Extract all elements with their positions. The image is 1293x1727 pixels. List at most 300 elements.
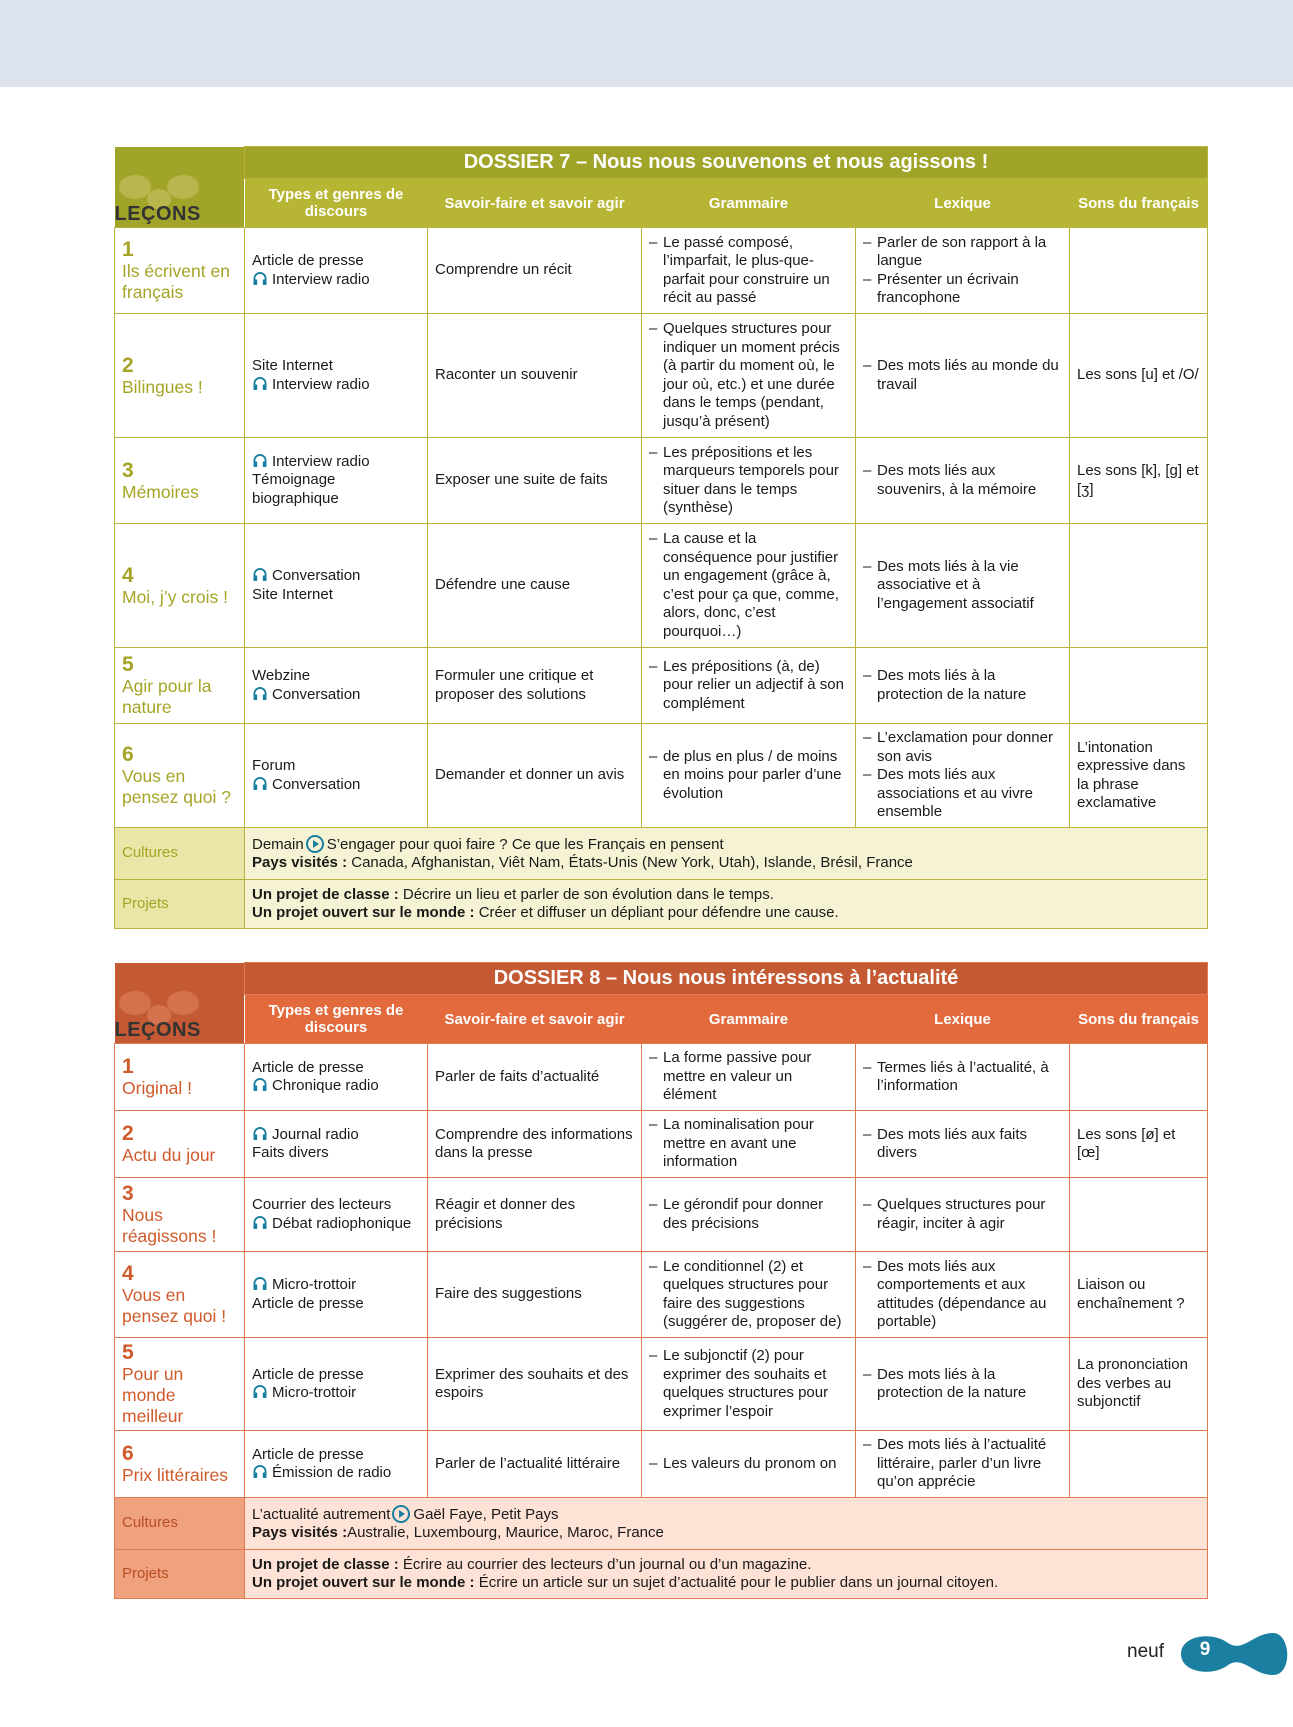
dash-marker: – [863,1257,872,1275]
headphones-icon [252,687,268,700]
lecons-header [115,963,245,1044]
sons-cell: Les sons [k], [g] et [ʒ] [1070,438,1208,524]
cultures-label: Cultures [115,828,245,880]
dossier-8-table [114,962,1208,1599]
play-video-icon [392,1505,410,1523]
lexicon-item [863,729,1062,766]
dash-marker: – [649,1347,658,1364]
lexicon-item [863,234,1062,271]
dash-marker: – [863,462,872,479]
discourse-type-text: Émission de radio [272,1464,392,1481]
class-project-text: Décrire un lieu et parler de son évolution dans le temps. [398,885,774,903]
grammar-item [649,1116,848,1172]
lecons-label: LEÇONS [114,1018,201,1041]
types-cell [245,724,428,828]
types-cell [245,1252,428,1338]
headphones-icon [252,1127,268,1140]
headphones-icon [252,272,268,285]
lexicon-item [863,1258,1062,1332]
discourse-type-text: Interview radio [272,375,370,393]
cultures-row [115,828,1208,880]
lesson-title: Moi, j’y crois ! [122,586,228,607]
grammar-text: Quelques structures pour indiquer un moment précis (à partir du moment où, le jour où, etc.) et une durée dans le temps (pendant, jusqu’à présent) [663,320,840,430]
sons-cell: Les sons [ø] et [œ] [1070,1111,1208,1178]
lesson-title: Actu du jour [122,1145,216,1165]
dash-marker: – [863,270,872,288]
top-band [0,0,1293,87]
projets-content [245,880,1208,929]
grammaire-cell [642,1111,856,1178]
lexicon-text: Des mots liés aux associations et au vivre ensemble [877,766,1033,821]
grammar-item [649,444,848,518]
lesson-row [115,1431,1208,1498]
grammaire-cell [642,1252,856,1338]
cultures-source: Demain [252,835,304,853]
page-number: 9 [1199,1639,1211,1660]
grammar-item [649,1196,848,1233]
savoir-faire-cell: Exposer une suite de faits [428,438,642,524]
grammar-item [649,1455,848,1474]
savoir-faire-cell: Parler de faits d’actualité [428,1044,642,1111]
savoir-faire-cell: Formuler une critique et proposer des solutions [428,648,642,724]
types-cell [245,1111,428,1178]
lecons-header [115,147,245,228]
lexique-cell [856,438,1070,524]
discourse-type-text: Journal radio [272,1125,359,1143]
grammaire-cell [642,1431,856,1498]
grammaire-cell [642,724,856,828]
countries-list: Canada, Afghanistan, Viêt Nam, États-Unis (New York, Utah), Islande, Brésil, France [347,854,913,871]
types-cell [245,438,428,524]
cultures-source: L’actualité autrement [252,1505,391,1523]
sons-cell [1070,1178,1208,1252]
discourse-type [252,1464,420,1483]
lesson-number: 2 [122,1122,134,1145]
world-project-text: Écrire un article sur un sujet d’actualité pour le publier dans un journal citoyen. [474,1574,999,1591]
lexicon-text: Des mots liés à l’actualité littéraire, parler d’un livre qu’on apprécie [877,1436,1047,1491]
discourse-type-text: Article de presse [252,1058,364,1076]
discourse-type [252,1384,420,1403]
lesson-cell [115,228,245,314]
grammaire-cell [642,524,856,648]
grammaire-cell [642,1044,856,1111]
discourse-type-text: Interview radio [272,270,370,288]
discourse-type-text: Site Internet [252,585,333,603]
discourse-type [252,776,420,795]
lexique-cell [856,648,1070,724]
lesson-number: 2 [122,353,134,377]
grammar-item [649,234,848,308]
discourse-type-text: Webzine [252,667,311,684]
dossier-8 [114,962,1207,1599]
lesson-row [115,724,1208,828]
grammar-text: Les valeurs du pronom on [663,1454,837,1472]
lesson-cell [115,1252,245,1338]
grammar-item [649,1258,848,1332]
lexique-cell [856,1338,1070,1431]
lexicon-item [863,667,1062,704]
grammar-text: Les prépositions (à, de) pour relier un adjectif à son complément [663,657,844,712]
grammaire-cell [642,228,856,314]
dash-marker: – [649,1049,658,1067]
discourse-type-text: Conversation [272,685,361,703]
lesson-cell [115,1178,245,1252]
discourse-type [252,271,420,290]
lexicon-item [863,1196,1062,1233]
lexicon-text: Des mots liés aux comportements et aux attitudes (dépendance au portable) [877,1257,1047,1330]
discourse-type [252,567,420,586]
lexique-cell [856,228,1070,314]
lecons-label: LEÇONS [114,202,201,225]
headphones-icon [252,777,268,790]
dash-marker: – [649,657,658,675]
dash-marker: – [649,233,658,251]
lexique-cell [856,524,1070,648]
lexicon-text: Présenter un écrivain francophone [877,270,1019,306]
grammar-text: Le subjonctif (2) pour exprimer des souhaits et quelques structures pour exprimer l’espoir [663,1347,829,1420]
discourse-type-text: Chronique radio [272,1077,379,1094]
dash-marker: – [649,530,658,547]
discourse-type-text: Conversation [272,775,361,793]
projets-label: Projets [115,880,245,929]
discourse-type [252,376,420,395]
dash-marker: – [863,766,872,784]
lesson-cell [115,1431,245,1498]
savoir-faire-cell: Comprendre des informations dans la presse [428,1111,642,1178]
page-footer [993,1625,1293,1685]
dash-marker: – [863,729,872,747]
lesson-number: 6 [122,743,134,766]
lesson-row [115,314,1208,438]
grammar-text: de plus en plus / de moins en moins pour parler d’une évolution [663,747,842,802]
headphones-icon [252,1465,268,1478]
savoir-faire-cell: Parler de l’actualité littéraire [428,1431,642,1498]
lexicon-text: Parler de son rapport à la langue [877,233,1047,269]
lesson-title: Nous réagissons ! [122,1205,217,1246]
sons-cell [1070,524,1208,648]
lesson-cell [115,314,245,438]
lesson-number: 5 [122,1341,134,1364]
column-header: Types et genres de discours [245,995,428,1044]
lexique-cell [856,1044,1070,1111]
lesson-cell [115,1338,245,1431]
grammar-item [649,748,848,804]
lesson-row [115,438,1208,524]
lesson-number: 6 [122,1442,134,1465]
headphones-icon [252,377,268,390]
lesson-title: Bilingues ! [122,376,203,397]
discourse-type-text: Conversation [272,567,361,584]
lesson-title: Original ! [122,1078,193,1098]
lexique-cell [856,1431,1070,1498]
headphones-icon [252,1277,268,1290]
savoir-faire-cell: Raconter un souvenir [428,314,642,438]
lexique-cell [856,1178,1070,1252]
grammar-text: Le conditionnel (2) et quelques structures pour faire des suggestions (suggérer de, proposer de) [663,1257,842,1330]
discourse-type-text: Article de presse [252,252,364,269]
discourse-type [252,252,420,271]
discourse-type-text: Interview radio [272,452,370,470]
lesson-number: 1 [122,1055,134,1078]
page-word: neuf [1127,1641,1164,1662]
dash-marker: – [863,667,872,684]
grammar-item [649,658,848,714]
lexicon-text: Des mots liés à la protection de la nature [877,667,1027,703]
discourse-type [252,1276,420,1295]
discourse-type-text: Article de presse [252,1294,364,1312]
lesson-cell [115,724,245,828]
lexicon-text: Des mots liés à la vie associative et à l’engagement associatif [877,557,1034,612]
headphones-icon [252,454,268,467]
lesson-cell [115,1044,245,1111]
discourse-type-text: Article de presse [252,1365,364,1383]
lexicon-text: Des mots liés aux souvenirs, à la mémoire [877,462,1037,498]
lesson-row [115,1252,1208,1338]
lesson-title: Ils écrivent en français [122,261,230,302]
column-header: Sons du français [1070,995,1208,1044]
grammar-text: Le gérondif pour donner des précisions [663,1196,824,1232]
dossier-7-table [114,146,1208,929]
sons-cell [1070,1044,1208,1111]
discourse-type [252,1059,420,1078]
class-project-key: Un projet de classe : [252,885,399,903]
discourse-type [252,1144,420,1163]
grammar-item [649,1347,848,1421]
discourse-type-text: Témoignage biographique [252,471,339,507]
types-cell [245,648,428,724]
world-project-key: Un projet ouvert sur le monde : [252,904,475,921]
cultures-row [115,1498,1208,1550]
discourse-type [252,357,420,376]
sons-cell: L’intonation expressive dans la phrase exclamative [1070,724,1208,828]
discourse-type-text: Courrier des lecteurs [252,1196,392,1213]
types-cell [245,1044,428,1111]
dash-marker: – [649,1257,658,1275]
headphones-icon [252,1078,268,1091]
sons-cell [1070,1431,1208,1498]
world-project-key: Un projet ouvert sur le monde : [252,1574,475,1591]
lesson-title: Vous en pensez quoi ! [122,1285,227,1326]
dash-marker: – [649,320,658,337]
lesson-number: 1 [122,238,134,261]
dash-marker: – [649,1196,658,1213]
dash-marker: – [863,557,872,575]
column-header: Sons du français [1070,179,1208,228]
types-cell [245,1178,428,1252]
lexique-cell [856,1111,1070,1178]
types-cell [245,524,428,648]
types-cell [245,228,428,314]
grammaire-cell [642,648,856,724]
cultures-topic: Gaël Faye, Petit Pays [413,1505,559,1523]
column-header: Lexique [856,995,1070,1044]
lesson-title: Vous en pensez quoi ? [122,766,231,807]
lexicon-text: Quelques structures pour réagir, inciter à agir [877,1196,1046,1232]
savoir-faire-cell: Comprendre un récit [428,228,642,314]
grammar-text: La nominalisation pour mettre en avant une information [663,1116,814,1171]
lesson-number: 4 [122,563,134,587]
lesson-cell [115,1111,245,1178]
grammar-text: Le passé composé, l’imparfait, le plus-que-parfait pour construire un récit au passé [663,233,830,306]
types-cell [245,1338,428,1431]
dash-marker: – [863,1125,872,1143]
grammaire-cell [642,1338,856,1431]
lexicon-item [863,1436,1062,1492]
lexique-cell [856,1252,1070,1338]
discourse-type [252,1295,420,1314]
dash-marker: – [863,1436,872,1454]
countries-list: Australie, Luxembourg, Maurice, Maroc, France [347,1524,664,1541]
grammaire-cell [642,314,856,438]
lesson-title: Mémoires [122,481,199,502]
grammar-item [649,1049,848,1105]
lesson-cell [115,524,245,648]
savoir-faire-cell: Demander et donner un avis [428,724,642,828]
grammar-text: Les prépositions et les marqueurs temporels pour situer dans le temps (synthèse) [663,443,839,516]
lexicon-text: Termes liés à l’actualité, à l’information [877,1058,1049,1094]
sons-cell: Liaison ou enchaînement ? [1070,1252,1208,1338]
lesson-row [115,228,1208,314]
class-project-key: Un projet de classe : [252,1555,399,1573]
projets-label: Projets [115,1550,245,1599]
discourse-type [252,1215,420,1234]
dash-marker: – [649,747,658,765]
lesson-row [115,1044,1208,1111]
lexique-cell [856,314,1070,438]
discourse-type [252,1446,420,1465]
dossier-title: DOSSIER 8 – Nous nous intéressons à l’actualité [245,963,1208,995]
dash-marker: – [863,357,872,374]
types-cell [245,1431,428,1498]
headphones-icon [252,1385,268,1398]
discourse-type [252,471,420,508]
discourse-type [252,757,420,776]
lexicon-item [863,1126,1062,1163]
column-header: Savoir-faire et savoir agir [428,179,642,228]
discourse-type-text: Faits divers [252,1144,329,1161]
lexicon-text: L’exclamation pour donner son avis [877,729,1053,765]
discourse-type-text: Micro-trottoir [272,1276,357,1293]
grammaire-cell [642,1178,856,1252]
countries-key: Pays visités : [252,1524,348,1541]
class-project-text: Écrire au courrier des lecteurs d’un journal ou d’un magazine. [398,1555,812,1573]
discourse-type [252,1196,420,1215]
column-header: Savoir-faire et savoir agir [428,995,642,1044]
lesson-number: 3 [122,1182,134,1205]
grammaire-cell [642,438,856,524]
dash-marker: – [863,1365,872,1383]
play-video-icon [306,835,324,853]
discourse-type [252,453,420,472]
lesson-title: Prix littéraires [122,1465,228,1485]
projets-row [115,880,1208,929]
dash-marker: – [863,1058,872,1076]
dash-marker: – [863,233,872,251]
lesson-row [115,648,1208,724]
discourse-type [252,1077,420,1096]
sons-cell [1070,228,1208,314]
lesson-row [115,524,1208,648]
lesson-number: 4 [122,1262,134,1285]
discourse-type [252,586,420,605]
dash-marker: – [649,1116,658,1134]
lesson-cell [115,648,245,724]
lexicon-item [863,558,1062,614]
lexicon-text: Des mots liés au monde du travail [877,357,1059,393]
savoir-faire-cell: Défendre une cause [428,524,642,648]
discourse-type [252,686,420,705]
grammar-item [649,320,848,431]
lexicon-item [863,1059,1062,1096]
sons-cell: Les sons [u] et /O/ [1070,314,1208,438]
savoir-faire-cell: Exprimer des souhaits et des espoirs [428,1338,642,1431]
countries-key: Pays visités : [252,854,348,871]
lexicon-item [863,1366,1062,1403]
lesson-number: 3 [122,458,134,482]
lexicon-item [863,462,1062,499]
lesson-title: Pour un monde meilleur [122,1364,184,1426]
dash-marker: – [863,1196,872,1213]
headphones-icon [252,568,268,581]
lexique-cell [856,724,1070,828]
column-header: Types et genres de discours [245,179,428,228]
dash-marker: – [649,443,658,461]
cultures-content [245,1498,1208,1550]
cultures-label: Cultures [115,1498,245,1550]
headphones-icon [252,1216,268,1229]
lesson-number: 5 [122,653,134,676]
discourse-type-text: Forum [252,757,296,774]
types-cell [245,314,428,438]
lexicon-text: Des mots liés aux faits divers [877,1125,1028,1161]
lesson-row [115,1178,1208,1252]
projets-content [245,1550,1208,1599]
grammar-item [649,530,848,641]
lexicon-item [863,271,1062,308]
discourse-type-text: Micro-trottoir [272,1384,357,1401]
lexicon-text: Des mots liés à la protection de la nature [877,1365,1027,1401]
discourse-type [252,1366,420,1385]
lesson-title: Agir pour la nature [122,676,212,717]
lesson-row [115,1111,1208,1178]
grammar-text: La forme passive pour mettre en valeur un élément [663,1049,812,1104]
cultures-topic: S’engager pour quoi faire ? Ce que les Français en pensent [326,835,724,853]
savoir-faire-cell: Faire des suggestions [428,1252,642,1338]
discourse-type-text: Site Internet [252,357,333,374]
sons-cell [1070,648,1208,724]
projets-row [115,1550,1208,1599]
lexicon-item [863,766,1062,822]
world-project-text: Créer et diffuser un dépliant pour défendre une cause. [474,904,839,921]
discourse-type-text: Article de presse [252,1445,364,1463]
dash-marker: – [649,1454,658,1472]
savoir-faire-cell: Réagir et donner des précisions [428,1178,642,1252]
column-header: Grammaire [642,179,856,228]
lesson-row [115,1338,1208,1431]
dossier-title: DOSSIER 7 – Nous nous souvenons et nous agissons ! [245,147,1208,179]
discourse-type [252,1126,420,1145]
dossier-7 [114,146,1207,929]
column-header: Lexique [856,179,1070,228]
column-header: Grammaire [642,995,856,1044]
lexicon-item [863,357,1062,394]
sons-cell: La prononciation des verbes au subjonctif [1070,1338,1208,1431]
discourse-type [252,667,420,686]
cultures-content [245,828,1208,880]
grammar-text: La cause et la conséquence pour justifier un engagement (grâce à, c’est pour ça que, comme, alors, donc, c’est pourquoi…) [663,530,839,640]
discourse-type-text: Débat radiophonique [272,1214,412,1232]
lesson-cell [115,438,245,524]
